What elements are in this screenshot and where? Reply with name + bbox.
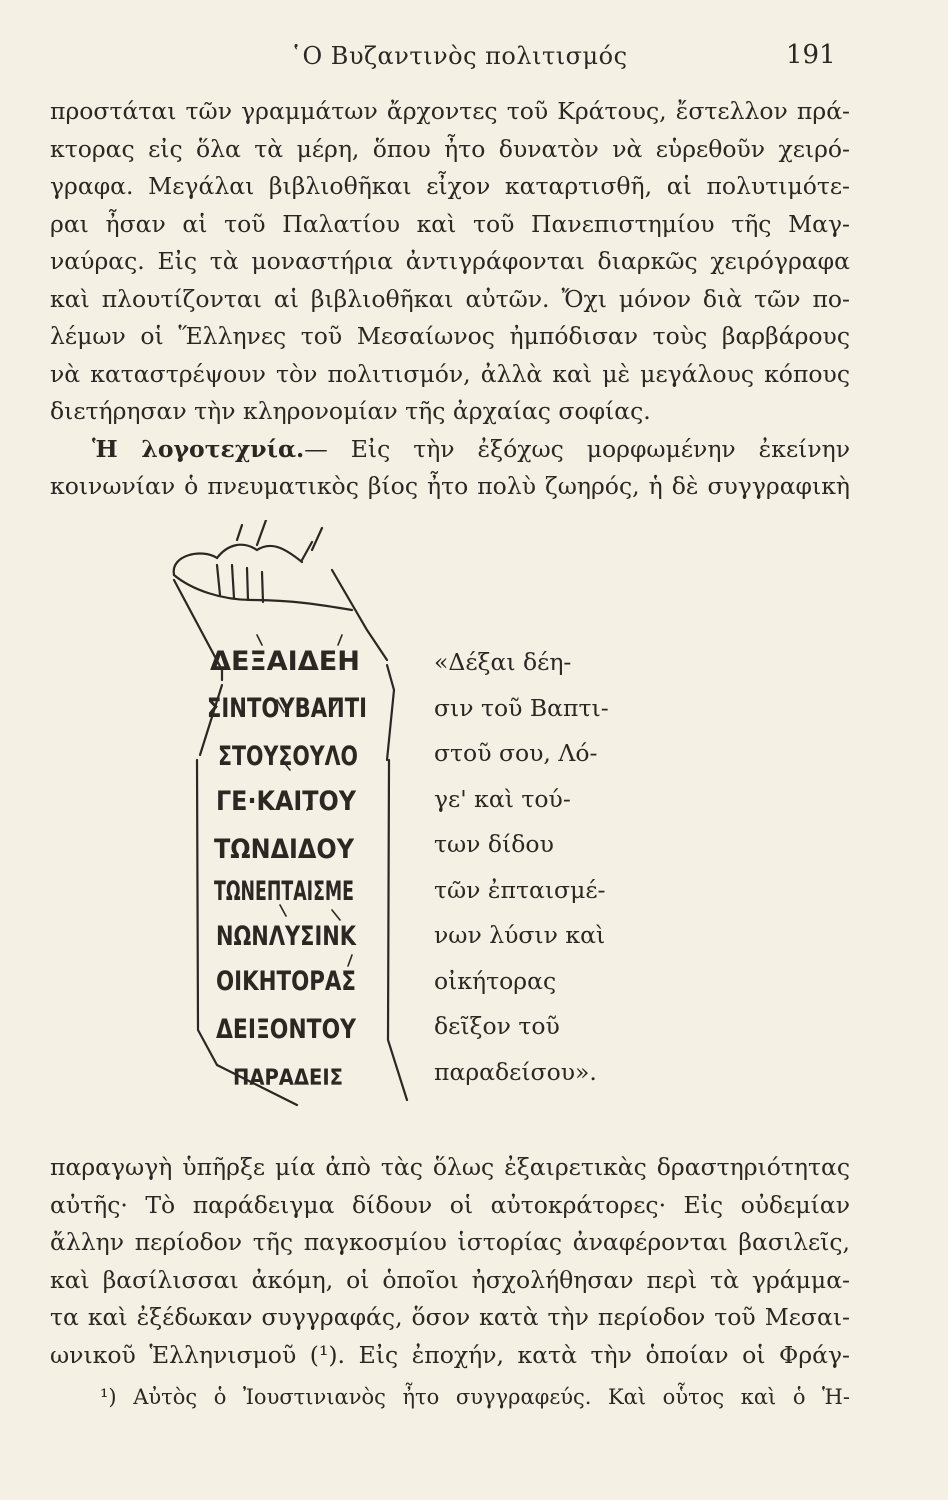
text-line: ἄλλην περίοδον τῆς παγκοσμίου ἱστορίας ἀναφέρονται βασιλεῖς, bbox=[50, 1228, 850, 1256]
text-line: λέμων οἱ Ἕλληνες τοῦ Μεσαίωνος ἠμπόδισαν τοὺς βαρβάρους bbox=[50, 322, 850, 350]
inscription-line: ΠΑΡΑΔΕΙΣ bbox=[233, 1066, 343, 1091]
caption-line: νων λύσιν καὶ bbox=[434, 921, 606, 949]
header-title: ῾Ο Βυζαντινὸς πολιτισμός bbox=[290, 42, 628, 70]
caption-line: γε' καὶ τού- bbox=[434, 784, 571, 813]
caption-line: στοῦ σου, Λό- bbox=[434, 739, 598, 767]
text-line: κτορας εἰς ὅλα τὰ μέρη, ὅπου ἦτο δυνατὸν νὰ εὑρεθοῦν χειρό- bbox=[50, 134, 850, 163]
scroll-left-edge bbox=[197, 760, 217, 1065]
caption-line: δεῖξον τοῦ bbox=[434, 1012, 560, 1040]
caption-line: παραδείσου». bbox=[434, 1057, 597, 1086]
caption-line: τῶν ἐπταισμέ- bbox=[434, 875, 606, 904]
text-line: τα καὶ ἐξέδωκαν συγγραφάς, ὅσον κατὰ τὴν περίοδον τοῦ Μεσαι- bbox=[50, 1303, 850, 1331]
text-line: ραι ἦσαν αἱ τοῦ Παλατίου καὶ τοῦ Πανεπιστημίου τῆς Μαγ- bbox=[50, 209, 850, 238]
scroll-hand-outline bbox=[174, 553, 217, 575]
inscription-line: ΔΕΙΞΟΝΤΟΥ bbox=[216, 1014, 357, 1045]
text-line: κοινωνίαν ὁ πνευματικὸς βίος ἦτο πολὺ ζωηρός, ἡ δὲ συγγραφικὴ bbox=[50, 472, 850, 500]
inscription-lines bbox=[207, 646, 367, 1091]
caption-line: «Δέξαι δέη- bbox=[434, 648, 572, 676]
manuscript-figure bbox=[162, 520, 432, 1120]
scroll-drawing bbox=[162, 520, 432, 1120]
text-line: παραγωγὴ ὑπῆρξε μία ἀπὸ τὰς ὅλως ἐξαιρετικὰς δραστηριότητας bbox=[50, 1153, 850, 1181]
scroll-right-edge bbox=[388, 760, 407, 1100]
inscription-line: ΤΩΝΔΙΔΟΥ bbox=[214, 834, 355, 865]
footnote-text: Αὐτὸς ὁ Ἰουστινιανὸς ἦτο συγγραφεύς. Καὶ οὗτος καὶ ὁ Ἡ- bbox=[133, 1385, 850, 1409]
inscription-line: ΣΤΟΥΣΟΥΛΟ bbox=[218, 741, 358, 772]
footnote bbox=[100, 1383, 850, 1411]
inscription-line: ΝΩΝΛΥΣΙΝΚ bbox=[216, 921, 358, 952]
section-heading: Ἡ λογοτεχνία. bbox=[92, 434, 305, 463]
text-line: καὶ βασίλισσαι ἀκόμη, οἱ ὁποῖοι ἠσχολήθησαν περὶ τὰ γράμμα- bbox=[50, 1265, 850, 1294]
caption-line: των δίδου bbox=[434, 830, 554, 858]
section-line-text: — Εἰς τὴν ἐξόχως μορφωμένην ἐκείνην bbox=[304, 434, 850, 463]
page-number: 191 bbox=[786, 40, 836, 70]
text-line: ωνικοῦ Ἑλληνισμοῦ (¹). Εἰς ἐποχήν, κατὰ τὴν ὁποίαν οἱ Φράγ- bbox=[50, 1340, 850, 1369]
inscription-line: ΔΕΞΑΙΔΕΗ bbox=[210, 646, 360, 677]
footnote-marker: ¹) bbox=[100, 1385, 117, 1409]
text-line: διετήρησαν τὴν κληρονομίαν τῆς ἀρχαίας σοφίας. bbox=[50, 397, 651, 425]
top-paragraph bbox=[50, 93, 850, 506]
bottom-paragraph bbox=[50, 1149, 850, 1374]
inscription-line: ΤΩΝΕΠΤΑΙΣΜΕ bbox=[214, 876, 354, 907]
text-line: αὐτῆς· Τὸ παράδειγμα δίδουν οἱ αὐτοκράτορες· Εἰς οὐδεμίαν bbox=[50, 1190, 850, 1219]
text-line: προστάται τῶν γραμμάτων ἄρχοντες τοῦ Κράτους, ἔστελλον πρά- bbox=[50, 97, 850, 125]
section-first-line bbox=[50, 431, 850, 469]
text-line: καὶ πλουτίζονται αἱ βιβλιοθῆκαι αὐτῶν. Ὄχι μόνον διὰ τῶν πο- bbox=[50, 284, 850, 313]
text-line: ναύρας. Εἰς τὰ μοναστήρια ἀντιγράφονται διαρκῶς χειρόγραφα bbox=[50, 247, 850, 275]
figure-caption bbox=[434, 640, 674, 1095]
text-line: νὰ καταστρέψουν τὸν πολιτισμόν, ἀλλὰ καὶ μὲ μεγάλους κόπους bbox=[50, 359, 850, 388]
inscription-line: ΟΙΚΗΤΟΡΑΣ bbox=[216, 966, 356, 997]
caption-line: οἰκήτορας bbox=[434, 966, 557, 995]
text-line: γραφα. Μεγάλαι βιβλιοθῆκαι εἶχον καταρτισθῆ, αἱ πολυτιμότε- bbox=[50, 172, 850, 200]
inscription-line: ΣΙΝΤΟΥΒΑΠΤΙ bbox=[207, 693, 367, 724]
caption-line: σιν τοῦ Βαπτι- bbox=[434, 693, 609, 722]
inscription-line: ΓΕ·ΚΑΙΤΟΥ bbox=[216, 786, 357, 817]
